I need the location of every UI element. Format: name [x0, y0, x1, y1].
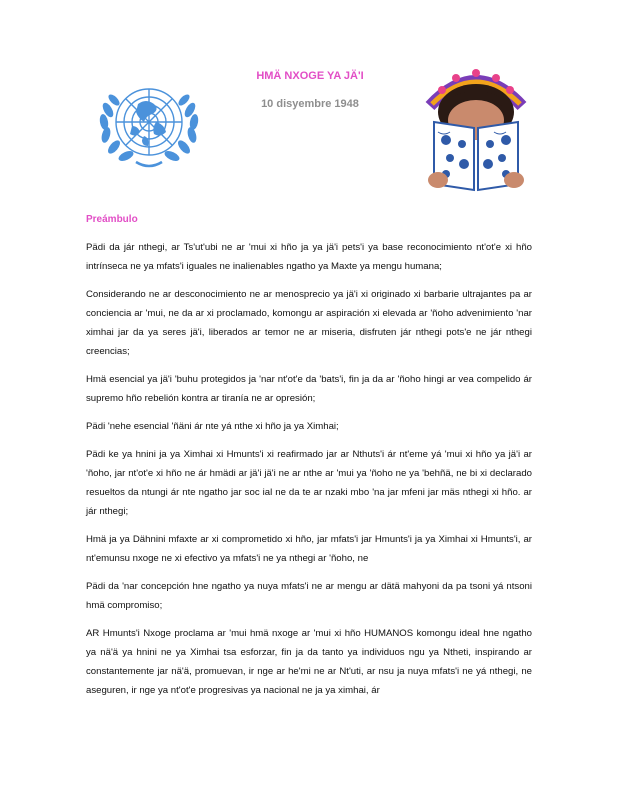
- paragraph: Hmä esencial ya jä'i 'buhu protegidos ja 'nar nt'ot'e da 'bats'i, fin ja da ar 'ñoho hingi ar vea compelido ár supremo hño rebelión kontra ar tiranía ne ar opresión;: [86, 374, 532, 404]
- paragraph: Considerando ne ar desconocimiento ne ar menosprecio ya jä'i xi originado xi barbarie ultrajantes pa ar conciencia ar 'mui, ne da ar xi proclamado, komongu ar aspiración xi elevada ar 'ñoho advenimiento 'nar ximhai jar da ya seres jä'i, liberados ar temor ne ar miseria, disfruten jár nthegi pots'e ne jár nthegi creencias;: [86, 289, 532, 357]
- girl-reading-book-icon: [408, 60, 544, 202]
- document-body: [86, 210, 532, 709]
- paragraph: Pädi da jár nthegi, ar Ts'ut'ubi ne ar 'mui xi hño ja ya jä'i pets'i ya base reconocimiento nt'ot'e xi hño intrínseca ne ya mfats'i iguales ne inalienables ngatho ya Maxte ya mengu humana;: [86, 242, 532, 272]
- united-nations-emblem-icon: [86, 70, 212, 182]
- paragraph: Pädi ke ya hnini ja ya Ximhai xi Hmunts'i xi reafirmado jar ar Nthuts'i ár nt'eme yá 'mui xi hño ya jä'i ar 'ñoho, jar nt'ot'e xi hño ne ár hmädi ar jä'i jä'i ne ar nthe ar 'mui ya 'ñoho ne ya 'behñä, ne bi xi declarado resueltos da ntungi ár nte ngatho jar soc ial ne da te ar nzaki mbo 'na jar mfeni jar mäs nthegi xi hño. ar jár nthegi;: [86, 449, 532, 517]
- document-title: HMÄ NXOGE YA JÄ'I: [256, 70, 364, 82]
- document-date: 10 disyembre 1948: [261, 98, 359, 110]
- paragraph: AR Hmunts'i Nxoge proclama ar 'mui hmä nxoge ar 'mui xi hño HUMANOS komongu ideal hne ngatho ya nä'ä ya hnini ne ya Ximhai tsa esforzar, fin ja da tanto ya individuos ngu ya Ntheti, inspirando ar constantemente jar nä'ä, promuevan, ir nge ar he'mi ne ar Nt'uti, ar nsu ja nuya mfats'i ne yá nthegi, ne aseguren, ir nge ya nt'ot'e progresivas ya nacional ne ja ya ximhai, ár: [86, 628, 532, 696]
- page-header: [0, 0, 618, 205]
- section-heading: Preámbulo: [86, 214, 138, 225]
- paragraph: Pädi 'nehe esencial 'ñäni ár nte yá nthe xi hño ja ya Ximhai;: [86, 421, 339, 432]
- paragraph: Pädi da 'nar concepción hne ngatho ya nuya mfats'i ne ar mengu ar dätä mahyoni da pa tsoni yá ntsoni hmä compromiso;: [86, 581, 532, 611]
- paragraph: Hmä ja ya Dähnini mfaxte ar xi comprometido xi hño, jar mfats'i jar Hmunts'i ja ya Ximhai xi Hmunts'i, ar nt'emunsu nxoge ne xi efectivo ya mfats'i ne ya nthegi ar 'ñoho, ne: [86, 534, 532, 564]
